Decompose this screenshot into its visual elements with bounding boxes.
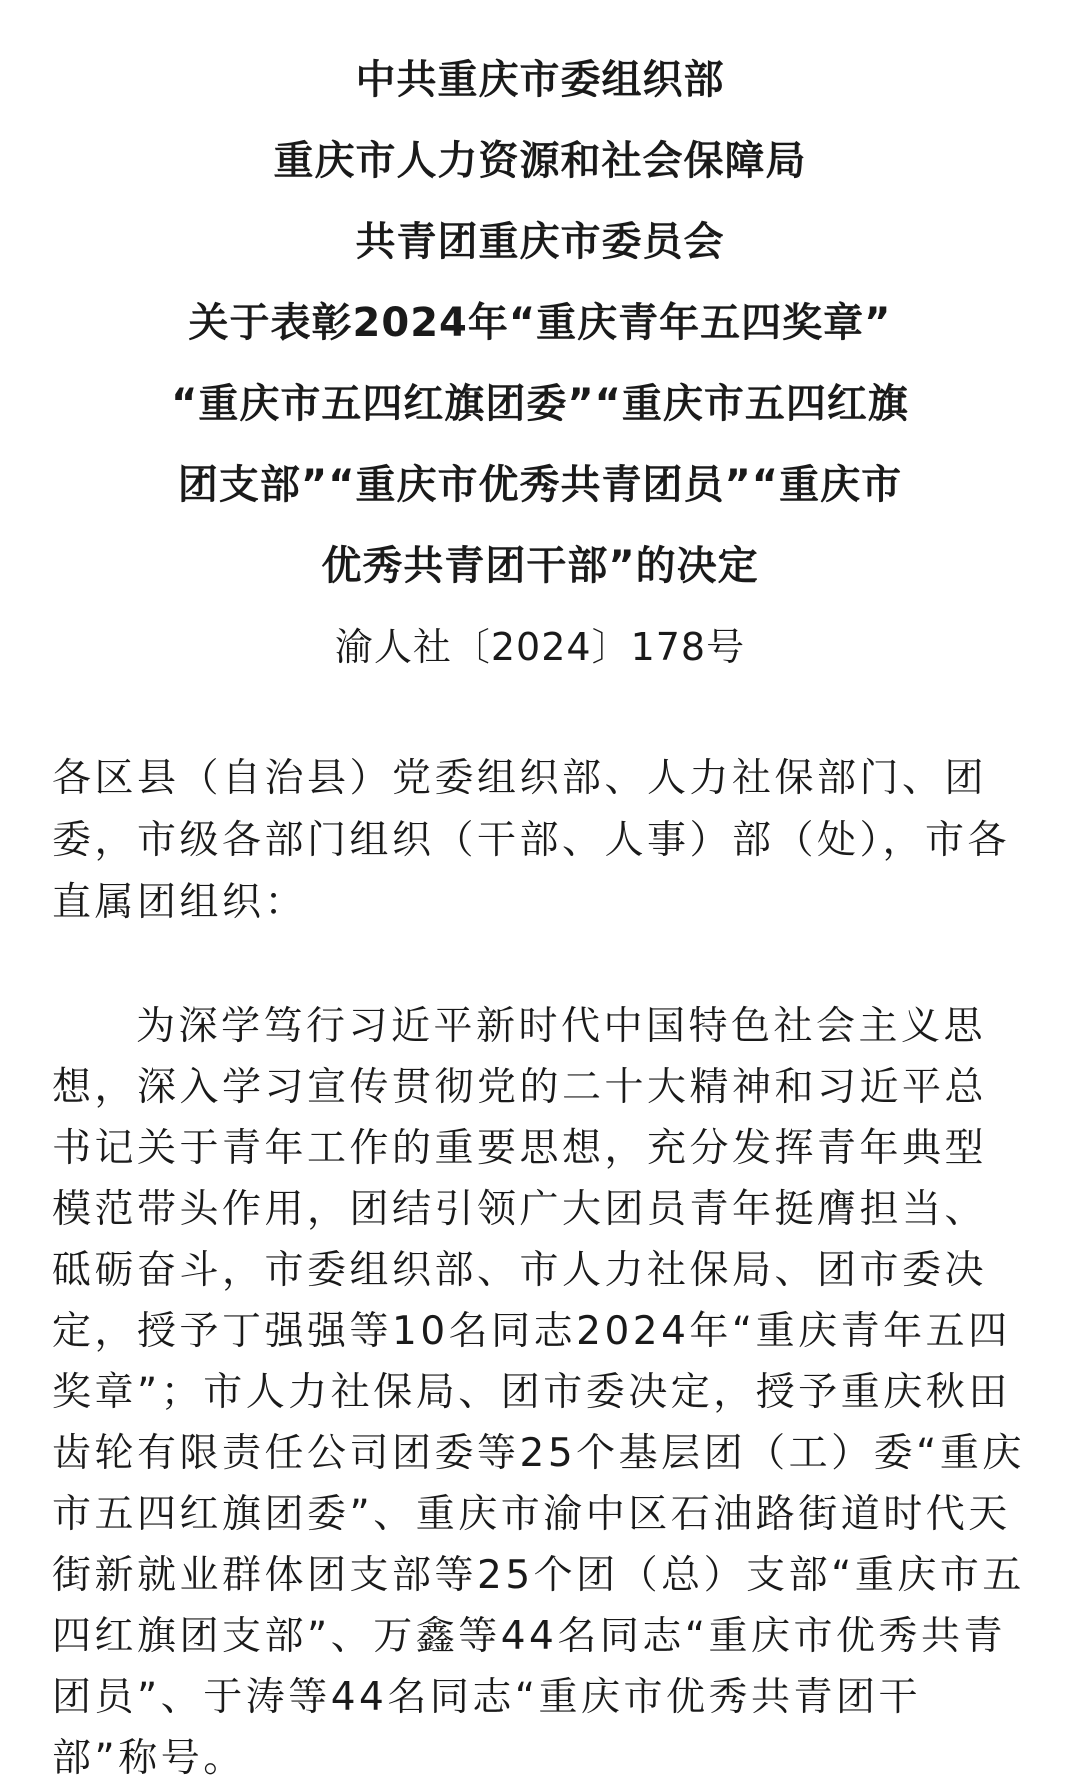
body-paragraph: 为深学笃行习近平新时代中国特色社会主义思想，深入学习宣传贯彻党的二十大精神和习近平总书记关于青年工作的重要思想，充分发挥青年典型模范带头作用，团结引领广大团员青年挺膺担当、砥砺奋斗，市委组织部、市人力社保局、团市委决定，授予丁强强等10名同志2024年“重庆青年五四奖章”；市人力社保局、团市委决定，授予重庆秋田齿轮有限责任公司团委等25个基层团（工）委“重庆市五四红旗团委”、重庆市渝中区石油路街道时代天街新就业群体团支部等25个团（总）支部“重庆市五四红旗团支部”、万鑫等44名同志“重庆市优秀共青团员”、于涛等44名同志“重庆市优秀共青团干部”称号。 [52, 1004, 1025, 1781]
salutation-paragraph: 各区县（自治县）党委组织部、人力社保部门、团委，市级各部门组织（干部、人事）部（处），市各直属团组织： [52, 756, 1011, 925]
title-line-5: “重庆市五四红旗团委”“重庆市五四红旗 [171, 381, 909, 427]
document-title [0, 40, 1080, 688]
title-line-6: 团支部”“重庆市优秀共青团员”“重庆市 [177, 462, 903, 508]
title-line-7: 优秀共青团干部”的决定 [321, 543, 759, 589]
document-number: 渝人社〔2024〕178号 [334, 625, 746, 669]
title-line-2: 重庆市人力资源和社会保障局 [273, 138, 807, 184]
title-line-1: 中共重庆市委组织部 [355, 57, 725, 103]
title-line-3: 共青团重庆市委员会 [355, 219, 725, 265]
title-line-4: 关于表彰2024年“重庆青年五四奖章” [188, 300, 892, 346]
